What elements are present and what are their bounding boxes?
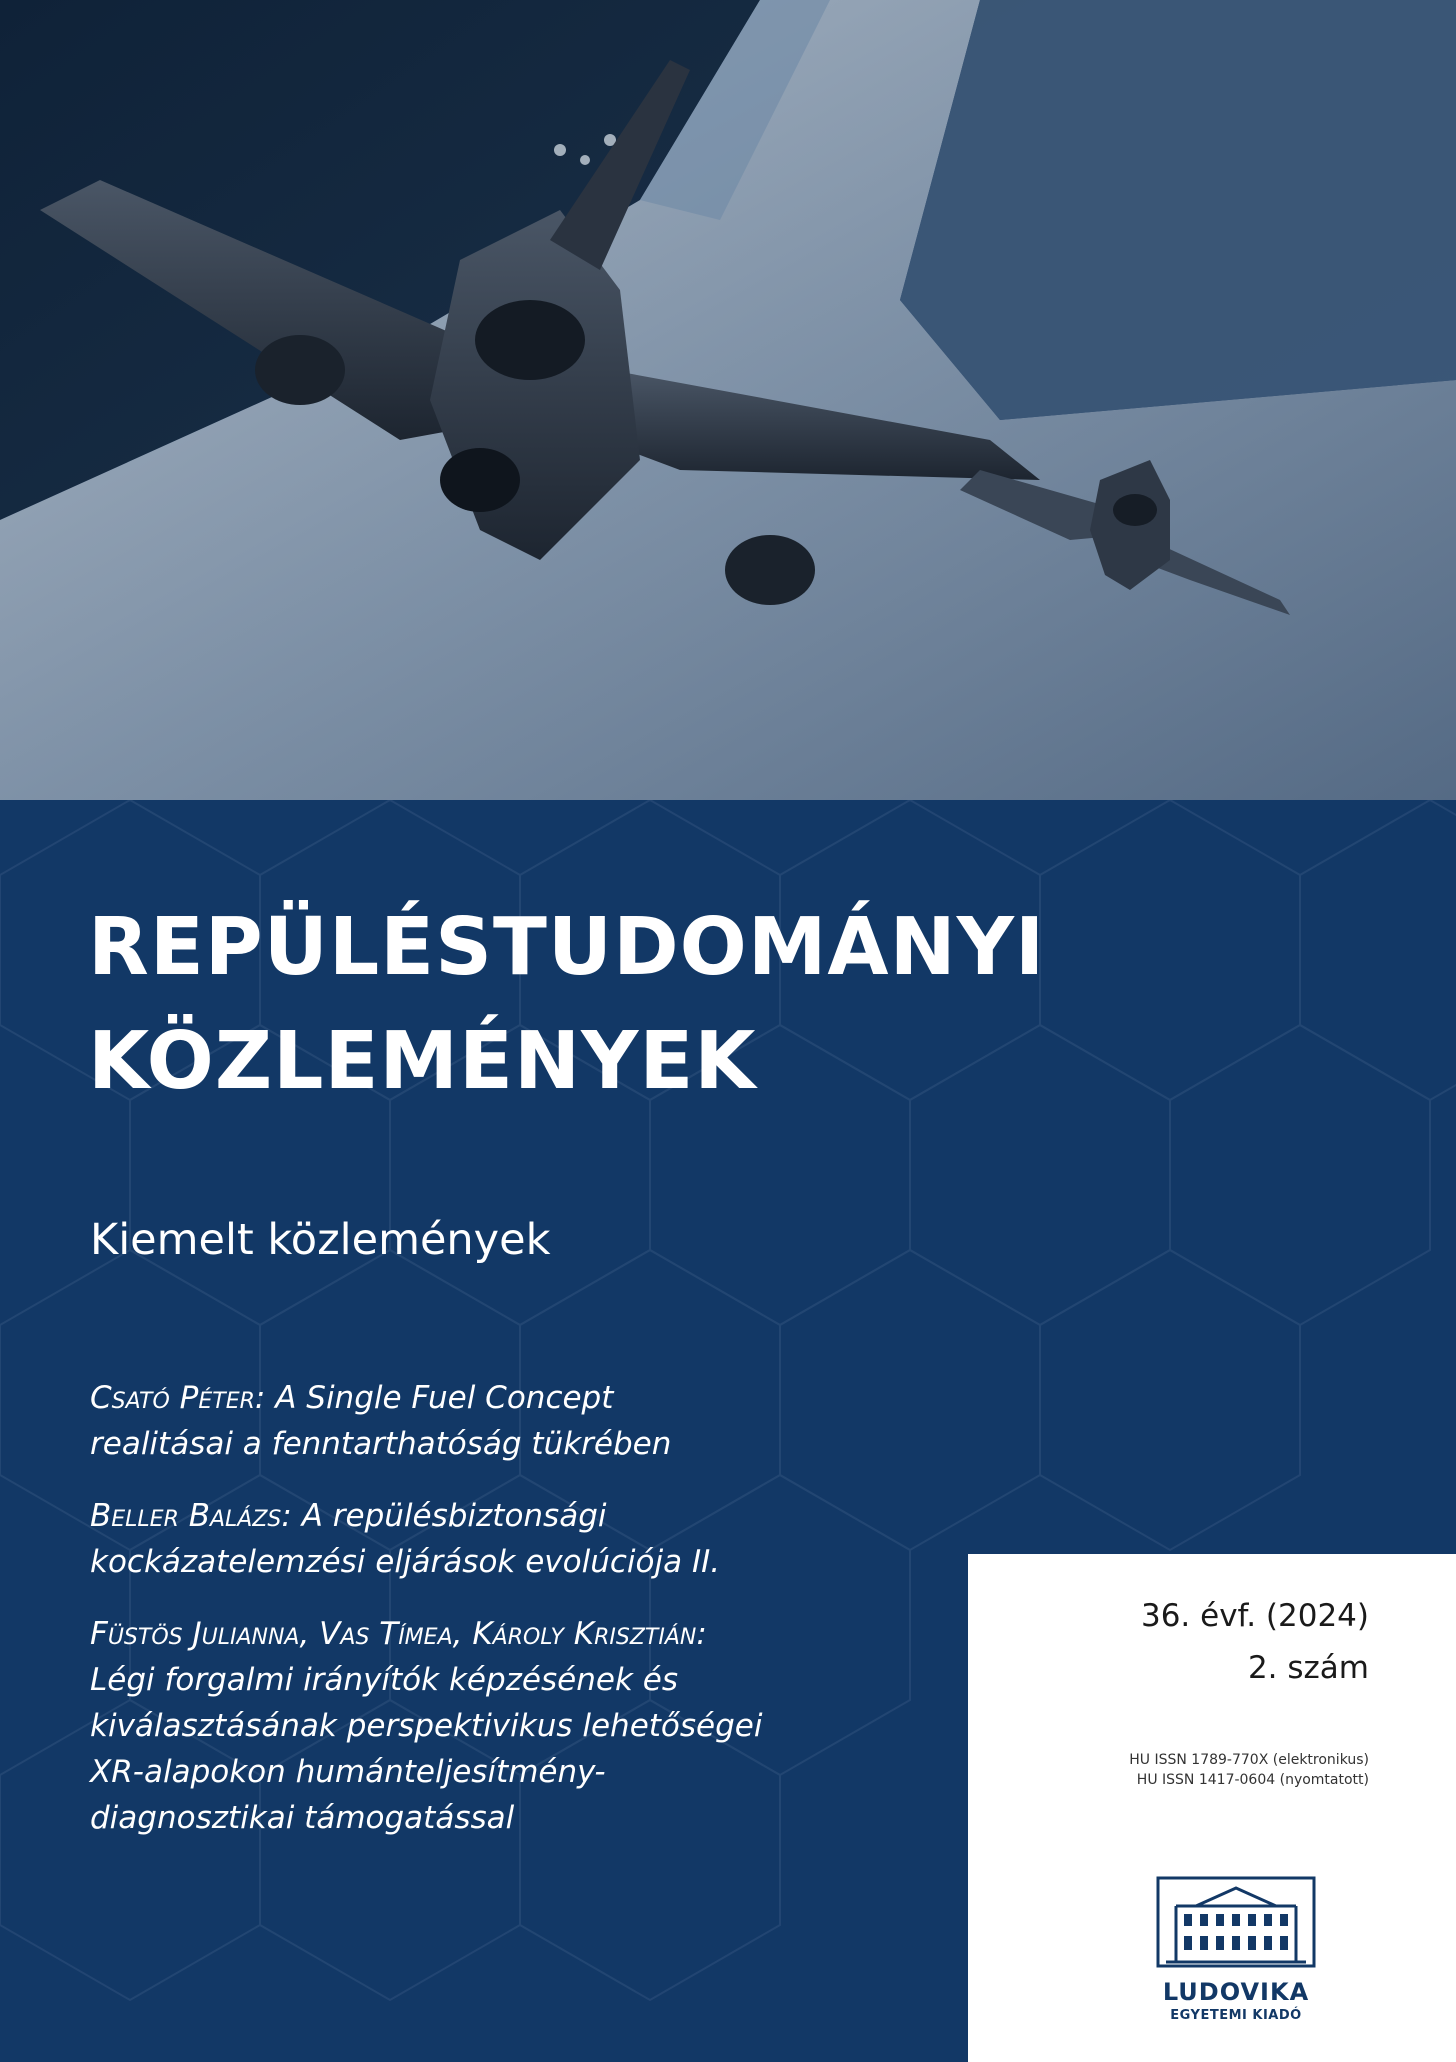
article-authors: Füstös Julianna, Vas Tímea, Károly Krisztián: [90, 1616, 707, 1652]
fighter-jets-over-coast-photo [0, 0, 1456, 800]
issn-electronic: HU ISSN 1789-770X (elektronikus) [1129, 1752, 1369, 1768]
journal-subtitle: Kiemelt közlemények [90, 1215, 551, 1265]
article-title-line: A Single Fuel Concept [275, 1380, 614, 1416]
publisher-subname: EGYETEMI KIADÓ [1170, 2008, 1302, 2023]
issue-volume [1141, 1590, 1369, 1694]
volume-year: 36. évf. (2024) [1140, 1598, 1369, 1634]
article-title-line: kockázatelemzési eljárások evolúciója II. [90, 1544, 721, 1580]
article-authors: Csató Péter: [90, 1380, 266, 1416]
article-title-line: Légi forgalmi irányítók képzésének és [90, 1662, 678, 1698]
article-title-line: kiválasztásának perspektivikus lehetőségei [90, 1708, 763, 1744]
article-title-line: XR-alapokon humánteljesítmény- [90, 1754, 606, 1790]
article-item [90, 1493, 990, 1585]
journal-title [88, 890, 1408, 1118]
article-authors: Beller Balázs: [90, 1498, 292, 1534]
journal-title-line-2: KÖZLEMÉNYEK [88, 1015, 757, 1107]
issue-number: 2. szám [1247, 1650, 1369, 1686]
article-title-line: A repülésbiztonsági [301, 1498, 607, 1534]
publisher-name: LUDOVIKA [1162, 1978, 1310, 2006]
featured-articles-list [90, 1375, 990, 1867]
cover-photo [0, 0, 1456, 800]
article-title-line: realitásai a fenntarthatóság tükrében [90, 1426, 672, 1462]
article-title-line: diagnosztikai támogatással [90, 1800, 515, 1836]
publisher-logo [1151, 1876, 1321, 2023]
issn-block [1129, 1750, 1369, 1790]
issue-info-box [968, 1554, 1456, 2062]
article-item [90, 1611, 990, 1841]
article-item [90, 1375, 990, 1467]
journal-title-line-1: REPÜLÉSTUDOMÁNYI [88, 901, 1046, 993]
ludovika-building-icon [1156, 1876, 1316, 1968]
issn-print: HU ISSN 1417-0604 (nyomtatott) [1136, 1772, 1369, 1788]
